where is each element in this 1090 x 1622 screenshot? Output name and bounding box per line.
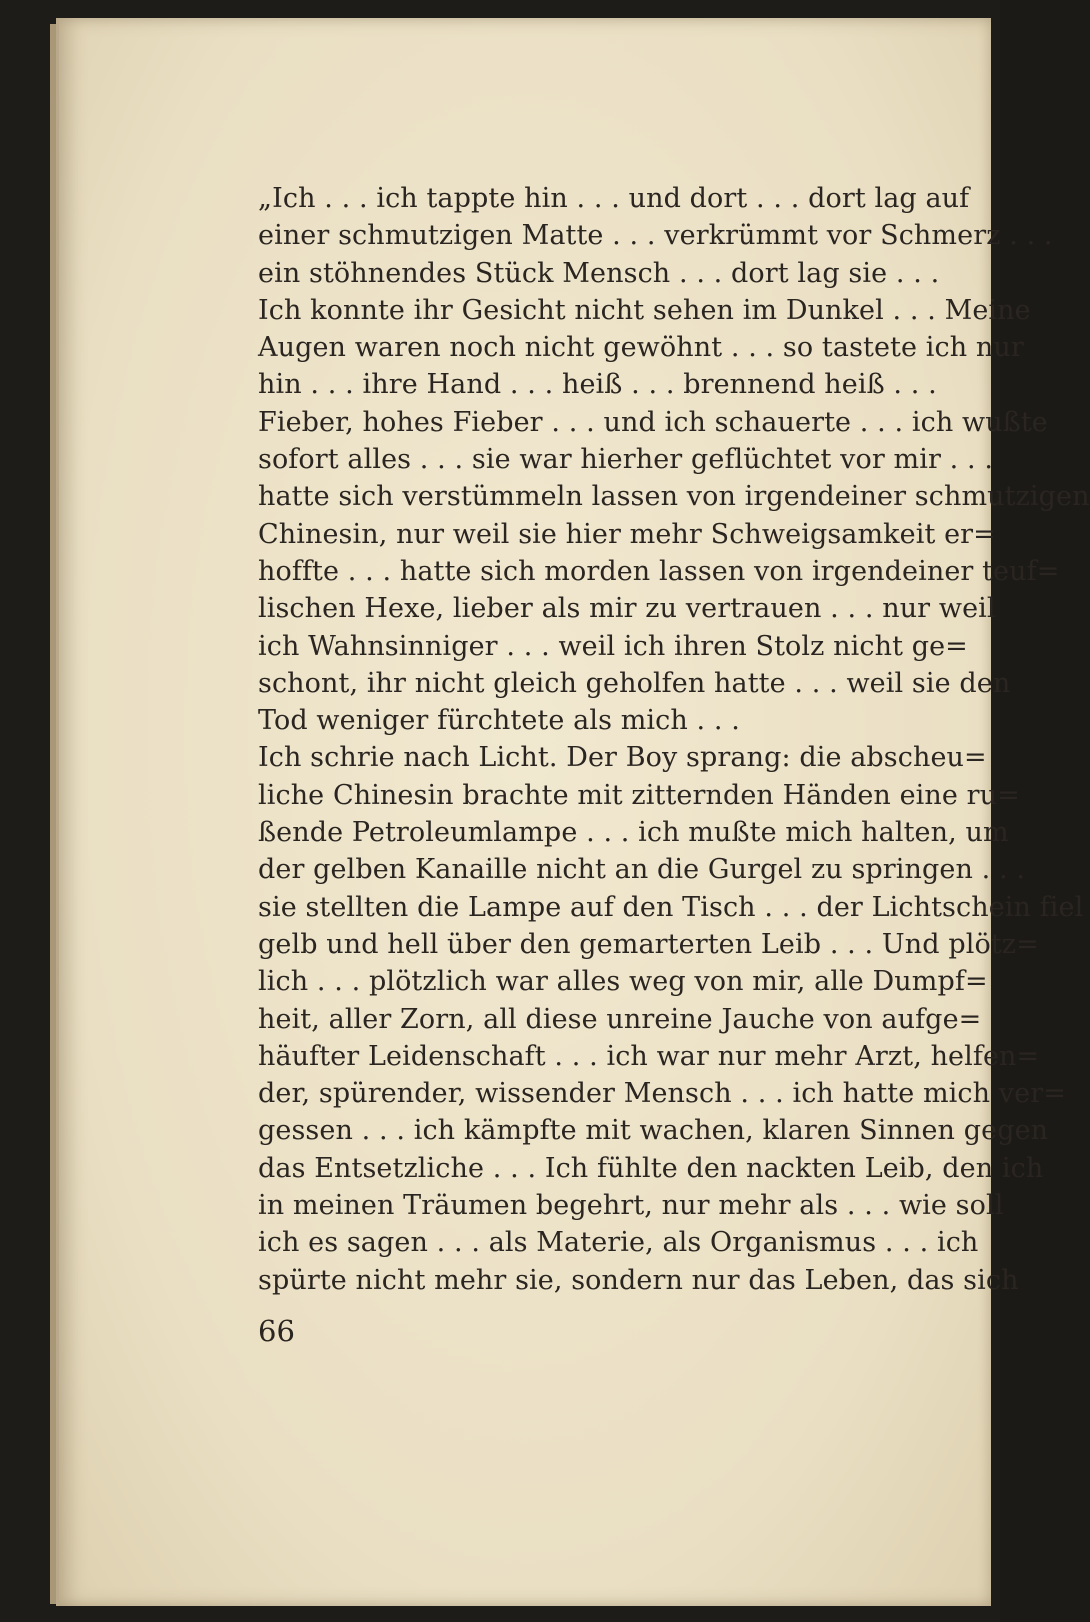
page-number: 66 xyxy=(258,1314,295,1348)
body-text xyxy=(258,180,1090,1299)
text-line: lich . . . plötzlich war alles weg von mir, alle Dumpf= xyxy=(258,966,988,998)
text-line: hatte sich verstümmeln lassen von irgendeiner schmutzigen xyxy=(258,481,1090,513)
text-line: „Ich . . . ich tappte hin . . . und dort . . . dort lag auf xyxy=(258,183,970,214)
text-line: hoffte . . . hatte sich morden lassen von irgendeiner teuf= xyxy=(258,555,1060,587)
text-line: ich es sagen . . . als Materie, als Organismus . . . ich xyxy=(258,1227,979,1259)
text-line: einer schmutzigen Matte . . . verkrümmt vor Schmerz . . . xyxy=(258,220,1053,252)
text-line: ein stöhnendes Stück Mensch . . . dort lag sie . . . xyxy=(258,257,940,289)
text-line: Ich konnte ihr Gesicht nicht sehen im Dunkel . . . Meine xyxy=(258,294,1031,326)
text-line: schont, ihr nicht gleich geholfen hatte . . . weil sie den xyxy=(258,667,1011,699)
text-line: spürte nicht mehr sie, sondern nur das Leben, das sich xyxy=(258,1264,1019,1296)
text-line: das Entsetzliche . . . Ich fühlte den nackten Leib, den ich xyxy=(258,1152,1044,1184)
text-line: sie stellten die Lampe auf den Tisch . . . der Lichtschein fiel xyxy=(258,891,1084,923)
text-line: der gelben Kanaille nicht an die Gurgel zu springen . . . xyxy=(258,854,1026,886)
text-line: häufter Leidenschaft . . . ich war nur mehr Arzt, helfen= xyxy=(258,1040,1040,1072)
text-line: hin . . . ihre Hand . . . heiß . . . brennend heiß . . . xyxy=(258,369,937,401)
text-line: sofort alles . . . sie war hierher geflüchtet vor mir . . . xyxy=(258,444,994,476)
text-line: gelb und hell über den gemarterten Leib . . . Und plötz= xyxy=(258,928,1039,960)
text-line: Augen waren noch nicht gewöhnt . . . so tastete ich nur xyxy=(258,332,1024,364)
text-line: Fieber, hohes Fieber . . . und ich schauerte . . . ich wußte xyxy=(258,406,1048,438)
text-line: gessen . . . ich kämpfte mit wachen, klaren Sinnen gegen xyxy=(258,1115,1049,1147)
text-line: liche Chinesin brachte mit zitternden Händen eine ru= xyxy=(258,779,1020,811)
text-line: Chinesin, nur weil sie hier mehr Schweigsamkeit er= xyxy=(258,518,996,550)
text-line: in meinen Träumen begehrt, nur mehr als . . . wie soll xyxy=(258,1190,1004,1222)
text-line: ich Wahnsinniger . . . weil ich ihren Stolz nicht ge= xyxy=(258,630,968,662)
text-line: ßende Petroleumlampe . . . ich mußte mich halten, um xyxy=(258,817,1009,849)
text-line: heit, aller Zorn, all diese unreine Jauche von aufge= xyxy=(258,1003,982,1035)
text-line: Tod weniger fürchtete als mich . . . xyxy=(258,705,740,737)
text-line: der, spürender, wissender Mensch . . . ich hatte mich ver= xyxy=(258,1078,1066,1110)
text-line: Ich schrie nach Licht. Der Boy sprang: die abscheu= xyxy=(258,742,987,774)
text-line: lischen Hexe, lieber als mir zu vertrauen . . . nur weil xyxy=(258,593,996,625)
